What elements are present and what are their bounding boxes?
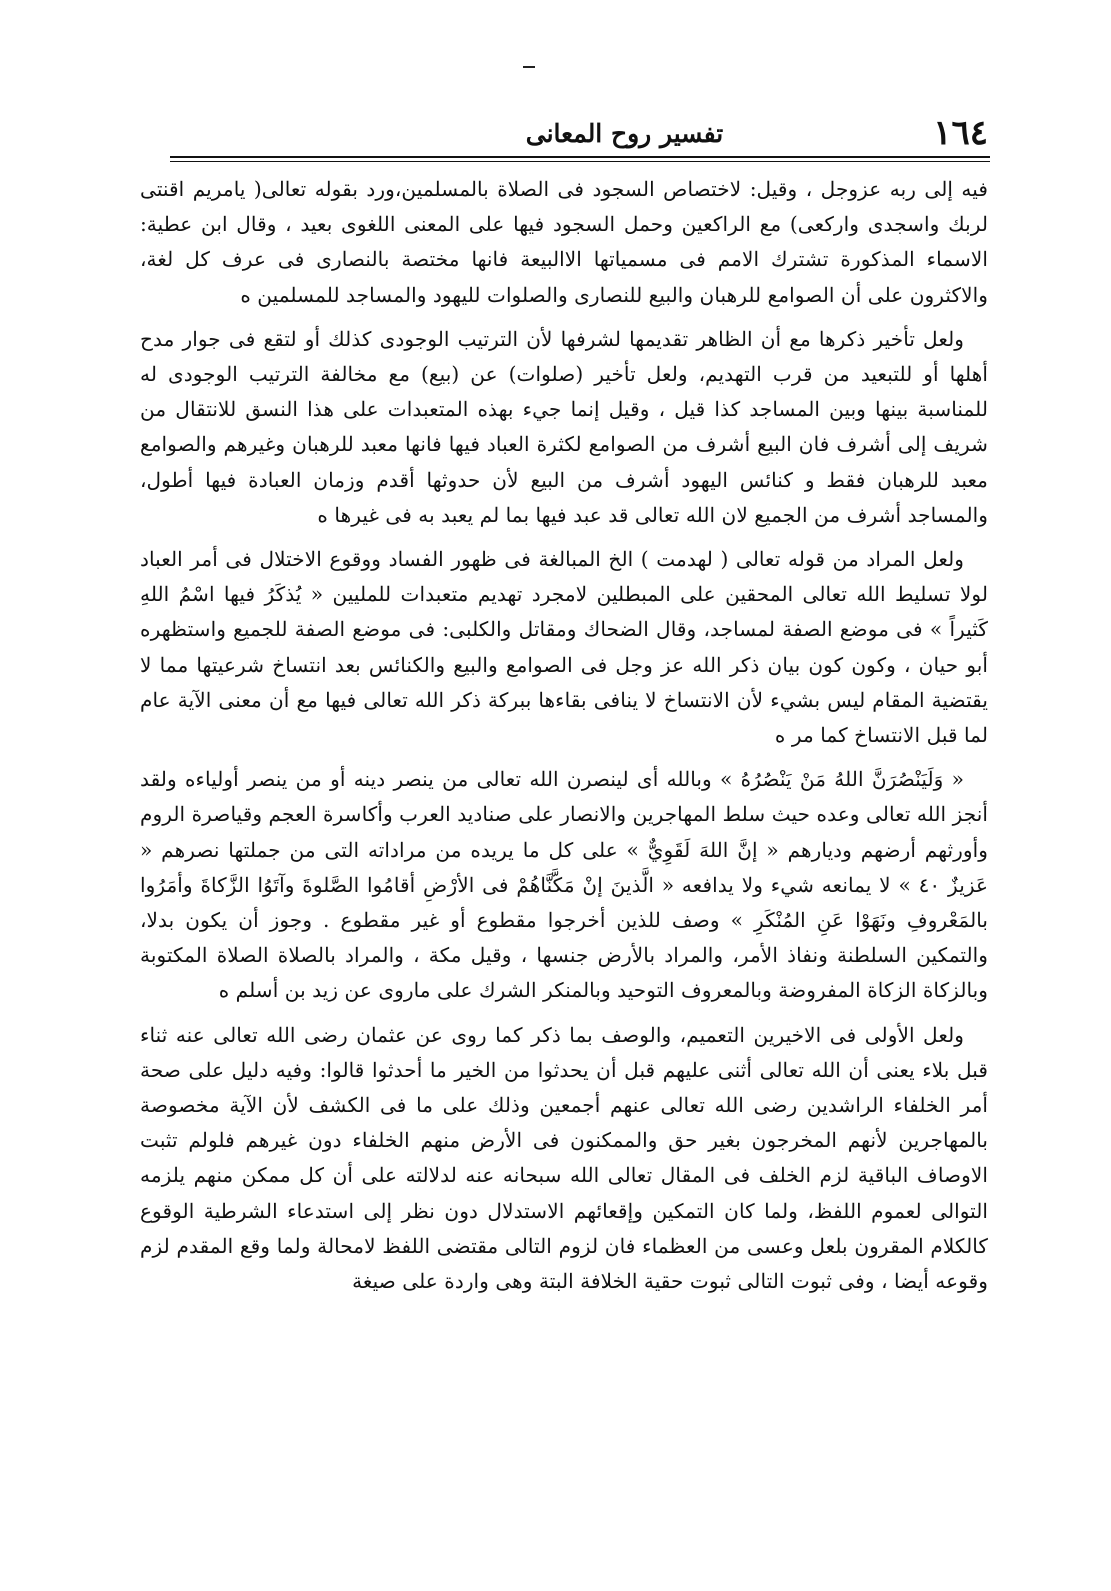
body-text	[140, 172, 988, 1299]
header-rule-thin	[170, 161, 990, 162]
paragraph: « وَلَيَنْصُرَنَّ اللهُ مَنْ يَنْصُرُهُ » وبالله أى لينصرن الله تعالى من ينصر دينه أو من ينصر أولياءه ولقد أنجز الله تعالى وعده حيث سلط المهاجرين والانصار على صناديد العرب وأكاسرة العجم وقياصرة الروم وأورثهم أرضهم وديارهم « إنَّ اللهَ لَقَوِيٌّ » على كل ما يريده من مراداته التى من جملتها نصرهم « عَزيزٌ ٤٠ » لا يمانعه شيء ولا يدافعه « الَّذينَ إنْ مَكَّنَّاهُمْ فى الأرْضِ أقامُوا الصَّلوةَ وآتَوُا الزَّكاةَ وأمَرُوا بالمَعْروفِ ونَهَوْا عَنِ المُنْكَرِ » وصف للذين أخرجوا مقطوع أو غير مقطوع . وجوز أن يكون بدلا، والتمكين السلطنة ونفاذ الأمر، والمراد بالأرض جنسها ، وقيل مكة ، والمراد بالصلاة الصلاة المكتوبة وبالزكاة الزكاة المفروضة وبالمعروف التوحيد وبالمنكر الشرك على ماروى عن زيد بن أسلم ه	[140, 767, 989, 1003]
paragraph: ولعل تأخير ذكرها مع أن الظاهر تقديمها لشرفها لأن الترتيب الوجودى كذلك أو لتقع فى جوار مدح أهلها أو للتبعيد من قرب التهديم، ولعل تأخير (صلوات) عن (بيع) مع مخالفة الترتيب الوجودى له للمناسبة بينها وبين المساجد كذا قيل ، وقيل إنما جيء بهذه المتعبدات على هذا النسق للانتقال من شريف إلى أشرف فان البيع أشرف من الصوامع لكثرة العباد فيها فانها معبد للرهبان وغيرهم والصوامع معبد للرهبان فقط و كنائس اليهود أشرف من البيع لأن حدوثها أقدم وزمان العبادة فيها أطول، والمساجد أشرف من الجميع لان الله تعالى قد عبد فيها بما لم يعبد به فى غيرها ه	[140, 326, 988, 527]
page-number: ١٦٤	[933, 113, 988, 153]
header-rule	[170, 156, 990, 158]
paragraph: ولعل الأولى فى الاخيرين التعميم، والوصف بما ذكر كما روى عن عثمان رضى الله تعالى عنه ثناء قبل بلاء يعنى أن الله تعالى أثنى عليهم قبل أن يحدثوا من الخير ما أحدثوا قالوا: وفيه دليل على صحة أمر الخلفاء الراشدين رضى الله تعالى عنهم أجمعين وذلك على ما فى الكشف لأن الآية مخصوصة بالمهاجرين لأنهم المخرجون بغير حق والممكنون فى الأرض منهم الخلفاء دون غيرهم فلولم تثبت الاوصاف الباقية لزم الخلف فى المقال تعالى الله سبحانه عنه لدلالته على أن كل ممكن منهم يلزمه التوالى لعموم اللفظ، ولما كان التمكين وإقعائهم الاستدلال دون نظر إلى استدعاء الشرطية الوقوع كالكلام المقرون بلعل وعسى من العظماء فان لزوم التالى مقتضى اللفظ لامحالة ولما وقع المقدم لزم وقوعه أيضا ، وفى ثبوت التالى ثبوت حقية الخلافة البتة وهى واردة على صيغة	[140, 1022, 988, 1294]
paragraph: ولعل المراد من قوله تعالى ( لهدمت ) الخ المبالغة فى ظهور الفساد ووقوع الاختلال فى أمر العباد لولا تسليط الله تعالى المحقين على المبطلين لامجرد تهديم متعبدات للمليين « يُذكَرُ فيها اسْمُ اللهِ كَثيراً » فى موضع الصفة لمساجد، وقال الضحاك ومقاتل والكلبى: فى موضع الصفة للجميع واستظهره أبو حيان ، وكون كون بيان ذكر الله عز وجل فى الصوامع والبيع والكنائس بعد انتساخ شرعيتها مما لا يقتضية المقام ليس بشيء لأن الانتساخ لا ينافى بقاءها ببركة ذكر الله تعالى فيها مع أن معنى الآية عام لما قبل الانتساخ كما مر ه	[140, 547, 988, 748]
page-header	[172, 112, 988, 154]
paragraph: فيه إلى ربه عزوجل ، وقيل: لاختصاص السجود فى الصلاة بالمسلمين،ورد بقوله تعالى( يامريم اقنتى لربك واسجدى واركعى) مع الراكعين وحمل السجود فيها على المعنى اللغوى بعيد ، وقال ابن عطية: الاسماء المذكورة تشترك الامم فى مسمياتها الاالبيعة فانها مختصة بالنصارى فى عرف كل لغة، والاكثرون على أن الصوامع للرهبان والبيع للنصارى والصلوات لليهود والمساجد للمسلمين ه	[140, 177, 988, 307]
top-mark	[523, 66, 535, 68]
running-title: تفسير روح المعانى	[525, 118, 724, 148]
